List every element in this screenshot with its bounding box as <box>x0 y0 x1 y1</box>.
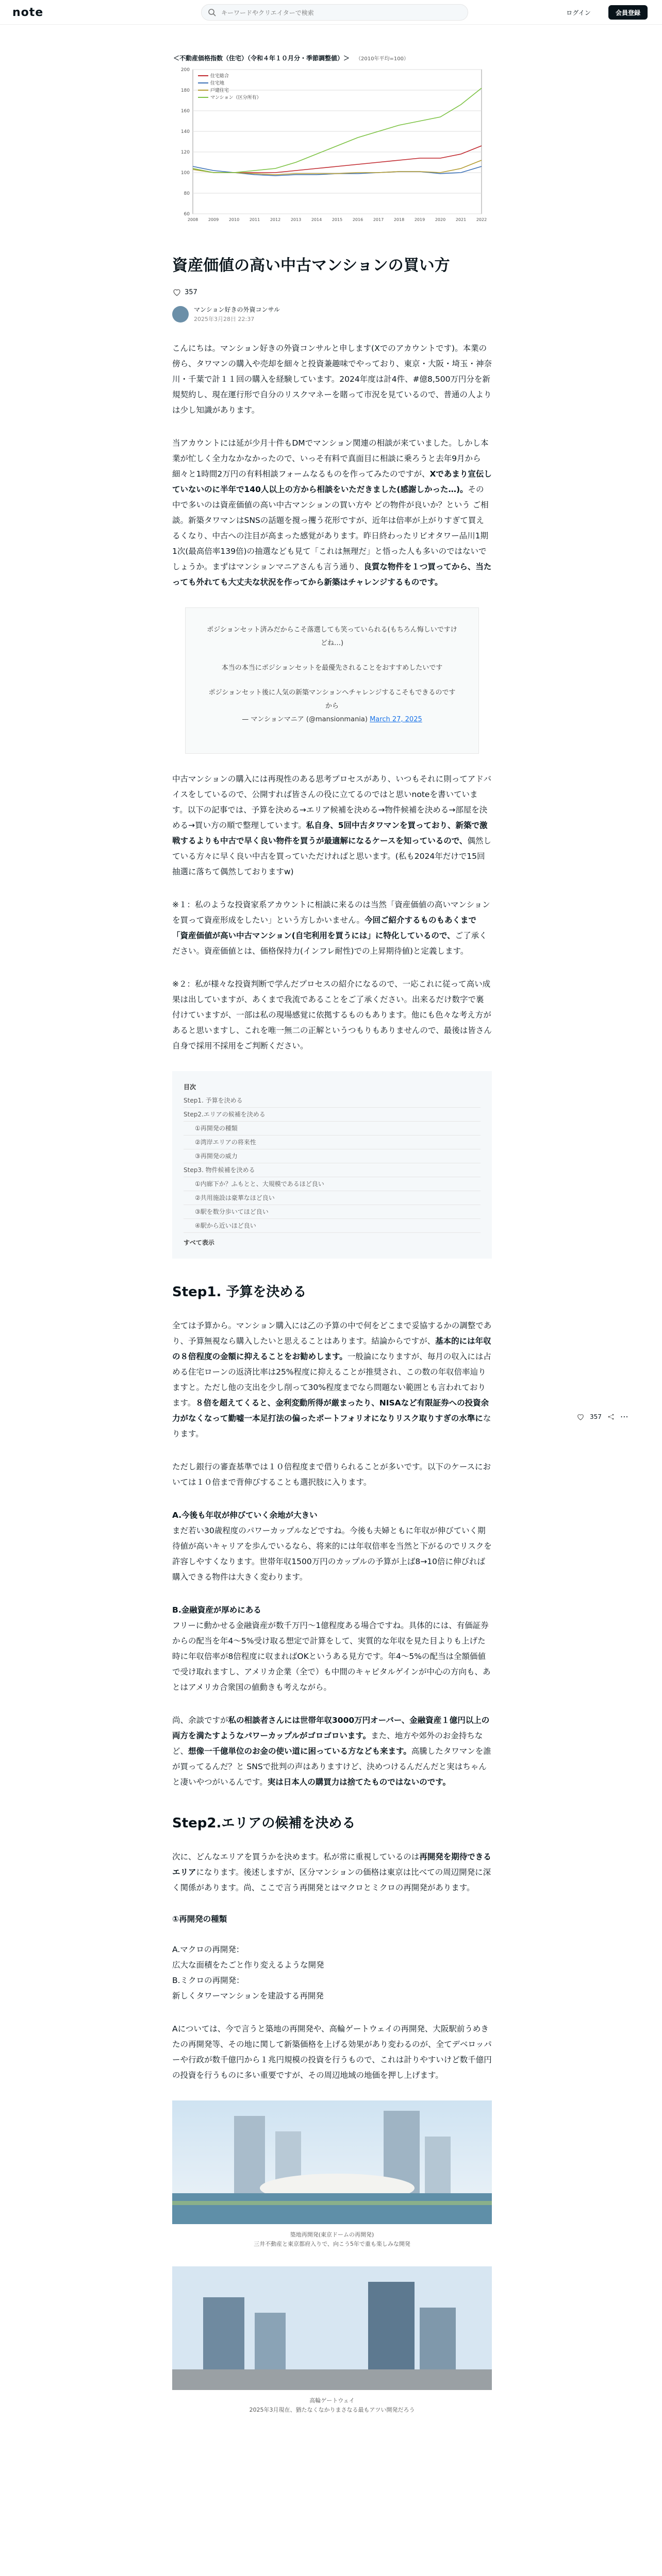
case-b-paragraph <box>172 1602 492 1695</box>
toc-show-all-button[interactable]: すべて表示 <box>184 1239 214 1246</box>
intro-paragraph: こんにちは。マンション好きの外資コンサルと申します(Xでのアカウントです)。本業の傍ら、タワマンの購入や売却を細々と投資兼趣味でやっており、東京・大阪・埼玉・神奈川・千葉で計１１回の購入を経験しています。2024年度は計4件、#億8,500万円分を新規契約し、現在運行形で自分のリスクマネーを賭って市況を見ているので、普通の人よりは少し知識があります。 <box>172 344 492 415</box>
search-bar[interactable] <box>201 4 468 21</box>
y-tick-label: 60 <box>184 212 190 217</box>
step1-paragraph <box>172 1318 492 1442</box>
text-span: なります。 <box>172 1414 491 1438</box>
author-name[interactable]: マンション好きの外資コンサル <box>194 306 280 313</box>
author-block <box>172 305 492 323</box>
floating-like-count: 357 <box>590 1413 602 1420</box>
x-tick-label: 2008 <box>187 217 198 222</box>
y-tick-label: 120 <box>180 150 190 155</box>
text-span: ※２：私が様々な投資判断で学んだプロセスの紹介になるので、一応これに従って高い成果は出していますが、あくまで我流であることをご了承ください。 <box>172 979 491 1004</box>
case-a-paragraph <box>172 1507 492 1585</box>
text-span: その中で多いのは資産価値の高い中古マンションの買い方や どの物件が良いか？という ご相談。新築タワマンはSNSの話題を撹っ攫う花形ですが、近年は倍率が上がりすぎて買えるくなり、中古への注目が高まった感覚があります。昨日終わったリビオタワー品川1期1次(最高倍率139倍)の抽選なども見て「これは無理だ」と悟った人も多いのではないでしょうか。まずはマンションマニアさんも言う通り、 <box>172 485 489 571</box>
x-tick-label: 2014 <box>311 217 322 222</box>
tweet-author: — マンションマニア (@mansionmania) <box>242 716 368 723</box>
search-icon <box>208 8 216 16</box>
x-tick-label: 2012 <box>270 217 281 222</box>
text-bold: ８倍を超えてくると、金利変動所得が厳まったり、NISAなど有限証券への投資余力がなくなって勤嘘一本足打法の偏ったポートフォリオになりリスク取りすぎの水準に <box>172 1398 489 1423</box>
text-span: 高騰したタワマンを誰が買ってるんだ？と SNSで批判の声はありますけど、決めつけるんだんだと実はちゃんと凄いやつがいるんです。 <box>172 1747 491 1787</box>
x-tick-label: 2010 <box>228 217 240 222</box>
text-bold: 想像一千億単位のお金の使い道に困っている方なども来ます。 <box>188 1747 411 1756</box>
avatar[interactable] <box>172 306 189 323</box>
heart-icon[interactable] <box>576 1413 585 1421</box>
context-paragraph <box>172 435 492 590</box>
more-icon[interactable]: ⋯ <box>620 1412 628 1421</box>
like-row <box>172 286 492 298</box>
legend-label: 住宅地 <box>210 81 225 86</box>
y-tick-label: 200 <box>180 67 190 73</box>
y-tick-label: 80 <box>184 191 190 196</box>
text-bold: 今回ご紹介するものもあくまで「資産価値が高い中古マンション(自宅利用を買うには」に特化しているので、 <box>172 916 476 940</box>
y-tick-label: 160 <box>180 109 190 114</box>
step1-paragraph-2: ただし銀行の審査基準では１０倍程度まで借りられることが多いです。以下のケースにおいては１０倍まで背伸びすることも選択肢に入ります。 <box>172 1462 491 1487</box>
search-input[interactable] <box>221 8 458 18</box>
toc-item[interactable]: ①内廊下か？ふもとと、大規模であるほど良い <box>184 1177 481 1191</box>
y-tick-label: 140 <box>180 129 190 134</box>
x-tick-label: 2009 <box>208 217 219 222</box>
y-tick-label: 180 <box>180 88 190 93</box>
text-bold: 再開発を期待できるエリア <box>172 1852 491 1877</box>
text-span: ※１：私のような投資家系アカウントに相談に来るのは当然「資産価値の高いマンションを買って資産形成をしたい」という方しかいません。 <box>172 900 490 925</box>
note1-paragraph <box>172 897 492 959</box>
step2-heading: Step2.エリアの候補を決める <box>172 1816 356 1831</box>
toc-item[interactable]: ④駅から近いほど良い <box>184 1219 481 1233</box>
text-span: また、地方や郊外のお金持ちなど、 <box>172 1731 483 1756</box>
x-tick-label: 2017 <box>373 217 384 222</box>
text-span: になります。後述しますが、区分マンションの価格は東京は比べての周辺開発に深く関係があります。尚、ここで言う再開発とはマクロとミクロの再開発があります。 <box>172 1868 491 1892</box>
text-span: 当アカウントには延が少月十件もDMでマンション関連の相談が来ていました。しかし本業が忙しく全力なかなかったので、いっそ有料で真面目に相談に乗ろうと去年9月から細々と1時間2万円の有料相談フォームなるものを作ってみたのですが、 <box>172 438 489 479</box>
process-paragraph <box>172 771 492 879</box>
embedded-tweet[interactable] <box>185 607 479 754</box>
text-span: まだ若い30歳程度のパワーカップルなどですね。今後も夫婦ともに年収が伸びていく期待値が高いキャリアを歩んでいるなら、将来的には年収倍率を当然と下がるのでリスクを許容しやすくなります。世帯年収1500万円のカップルの予算が上ば8→10倍に伸びれば購入できる物件は大きく変わります。 <box>172 1526 492 1582</box>
login-button[interactable]: ログイン <box>561 5 596 20</box>
text-span: 全ては予算から。マンション購入には乙の予算の中で何をどこまで妥協するかの調整であり、予算無視なら購入したいと思えることはあります。結論からですが、 <box>172 1321 492 1346</box>
photo1-caption: 築地再開発(東京ドームの再開発) 三井不動産と東京都府入りで、向こう5年で重も楽しみな開発 <box>254 2231 410 2247</box>
photo2-caption: 高輪ゲートウェイ 2025年3月現在、猶たなくなかりまさなる最もアツい開発だろう <box>249 2397 415 2413</box>
toc-heading: 目次 <box>184 1083 196 1091</box>
x-tick-label: 2018 <box>393 217 405 222</box>
article <box>172 52 492 2415</box>
chart-title-text: ＜不動産価格指数（住宅）（令和４年１０月分・季節調整値）＞ <box>173 55 350 62</box>
tweet-line: ポジションセット済みだからこそ落選しても笑っていられる(もちろん悔しいですけどね…) <box>207 626 457 647</box>
legend-label: 住宅総合 <box>210 74 229 79</box>
legend-label: 戸建住宅 <box>210 88 229 93</box>
x-tick-label: 2019 <box>414 217 425 222</box>
signup-button[interactable]: 会員登録 <box>608 5 648 20</box>
x-tick-label: 2021 <box>455 217 467 222</box>
article-title: 資産価値の高い中古マンションの買い方 <box>172 257 450 275</box>
step2-paragraph <box>172 1849 492 1895</box>
redevelopment-list: A.マクロの再開発： 広大な面積をたごと作り変えるような開発 B.ミクロの再開発： 新しくタワーマンションを建設する再開発 <box>172 1945 324 2001</box>
chart-title <box>172 52 492 64</box>
text-bold: 良質な物件を１つ買ってから、当たっても外れても大丈夫な状況を作ってから新築はチャレンジするものです。 <box>172 562 492 587</box>
text-span: 一般論になりますが、毎月の収入には占める住宅ローンの返済比率は25%程度に抑えることが推奨され、この数の年収倍率辿りますと。ただし他の支出を少し削って30%程度までなら問題ない範囲とも言われております。 <box>172 1352 491 1408</box>
tsukiji-photo <box>172 2100 492 2224</box>
heart-icon[interactable] <box>172 287 181 297</box>
text-span: 次に、どんなエリアを買うかを決めます。私が常に重視しているのは <box>172 1852 420 1861</box>
chart-note: （2010年平均=100） <box>356 56 409 62</box>
x-tick-label: 2011 <box>249 217 260 222</box>
price-index-chart <box>172 52 492 232</box>
y-tick-label: 100 <box>180 171 190 176</box>
step1-heading: Step1. 予算を決める <box>172 1284 307 1300</box>
toc-item[interactable]: Step1. 予算を決める <box>184 1094 481 1108</box>
table-of-contents <box>172 1071 492 1259</box>
toc-item[interactable]: ③駅を数分歩いてほど良い <box>184 1205 481 1219</box>
text-bold: 私の相談者さんには世帯年収3000万円オーバー、金融資産１億円以上の両方を満たすようなパワーカップルがゴロゴロいます。 <box>172 1716 490 1740</box>
text-span: 偶然している方々に早く良い中古を買っていただければと思います。(私も2024年だけで15回抽選に落ちて偶然しておりますw) <box>172 836 491 876</box>
text-span: 尚、余談ですが <box>172 1716 228 1725</box>
toc-item[interactable]: Step2.エリアの候補を決める <box>184 1108 481 1122</box>
tweet-line: 本当の本当にポジションセットを最優先されることをおすすめしたいです <box>221 664 443 672</box>
site-header <box>0 0 662 25</box>
case-b-heading: B.金融資産が厚めにある <box>172 1605 261 1615</box>
share-icon[interactable] <box>607 1413 615 1421</box>
tweet-line: ポジションセット後に人気の新築マンションへチャレンジするこそもできるのですから <box>208 689 456 710</box>
note2-paragraph <box>172 976 492 1054</box>
legend-label: マンション（区分所有） <box>210 95 261 100</box>
redevelopment-types-heading: ①再開発の種類 <box>172 1914 227 1924</box>
text-bold: Xであまり宣伝していないのに半年で140人以上の方から相談をいただきました(感謝しかった…)。 <box>172 469 492 494</box>
text-span: 中古マンションの購入には再現性のある思考プロセスがあり、いつもそれに則ってアドバイスをしているので、公開すれば皆さんの役に立てるのではと思いnoteを書いています。以下の記事では、予算を決める→エリア候補を決める→物件候補を決める→部屋を決める→買い方の順で整理しています。 <box>172 774 491 830</box>
text-span: 出来るだけ数字で裏付けていますが、一部は私の現場感覚に依拠するものもあります。他にも色々な考え方があると思いますし、これを唯一無二の正解というつもりもありませんので、最後は皆さん自身で採用不採用をご判断ください。 <box>172 995 492 1050</box>
toc-list <box>184 1094 481 1233</box>
x-tick-label: 2022 <box>476 217 487 222</box>
text-bold: 実は日本人の購買力は捨てたものではないのです。 <box>267 1777 451 1787</box>
text-span: ご了承ください。資産価値とは、価格保持力(インフレ耐性)での上昇期待値)と定義します。 <box>172 931 487 956</box>
takanawa-photo <box>172 2266 492 2390</box>
post-date: 2025年3月28日 22:37 <box>194 316 255 323</box>
step2-paragraph-2: Aについては、今で言うと築地の再開発や、高輪ゲートウェイの再開発、大阪駅前うめきたの再開発等、その地に関して新築価格を上げる効果があり変わるのが、全てデベロッパーや行政が数千億円から１兆円規模の投資を行うもので、これは計りやすいけど数千億円の投資を行うものに多い重要ですが、その周辺地域の地価を押し上げます。 <box>172 2024 492 2080</box>
x-tick-label: 2013 <box>290 217 302 222</box>
tweet-date-link[interactable]: March 27, 2025 <box>370 716 422 723</box>
floating-like[interactable] <box>576 1412 628 1421</box>
chart-svg <box>172 64 492 229</box>
toc-item[interactable]: Step3. 物件候補を決める <box>184 1163 481 1177</box>
x-tick-label: 2020 <box>435 217 446 222</box>
note-logo[interactable]: note <box>12 6 44 19</box>
aside-paragraph <box>172 1713 492 1790</box>
text-span: フリーに動かせる金融資産が数千万円〜1億程度ある場合ですね。具体的には、有価証券からの配当を年4〜5%受け取る想定で計算をして、実質的な年収を見た目よりも上げた時に年収倍率が8倍程度に収まればOKというある見方です。年4〜5%の配当は全額価値で受け取れますし、アメリカ企業（全で）も中間のキャピタルゲインが中心の方向も、あとはアメリカ合衆国の値動きも考えながら。 <box>172 1621 491 1692</box>
x-tick-label: 2016 <box>352 217 363 222</box>
case-a-heading: A.今後も年収が伸びていく余地が大きい <box>172 1511 318 1520</box>
text-bold: 私自身、5回中古タワマンを買っており、新築で激戦するよりも中古で早く良い物件を買うが最適解になるケースを知っているので、 <box>172 821 488 845</box>
toc-item[interactable]: ③再開発の威力 <box>184 1149 481 1163</box>
toc-item[interactable]: ②湾岸エリアの将来性 <box>184 1136 481 1149</box>
plot-area <box>193 70 482 214</box>
x-tick-label: 2015 <box>332 217 343 222</box>
toc-item[interactable]: ②共用施設は豪華なほど良い <box>184 1191 481 1205</box>
toc-item[interactable]: ①再開発の種類 <box>184 1122 481 1136</box>
text-bold: 基本的には年収の８倍程度の金額に抑えることをお勧めします。 <box>172 1336 491 1361</box>
like-count: 357 <box>185 288 197 296</box>
